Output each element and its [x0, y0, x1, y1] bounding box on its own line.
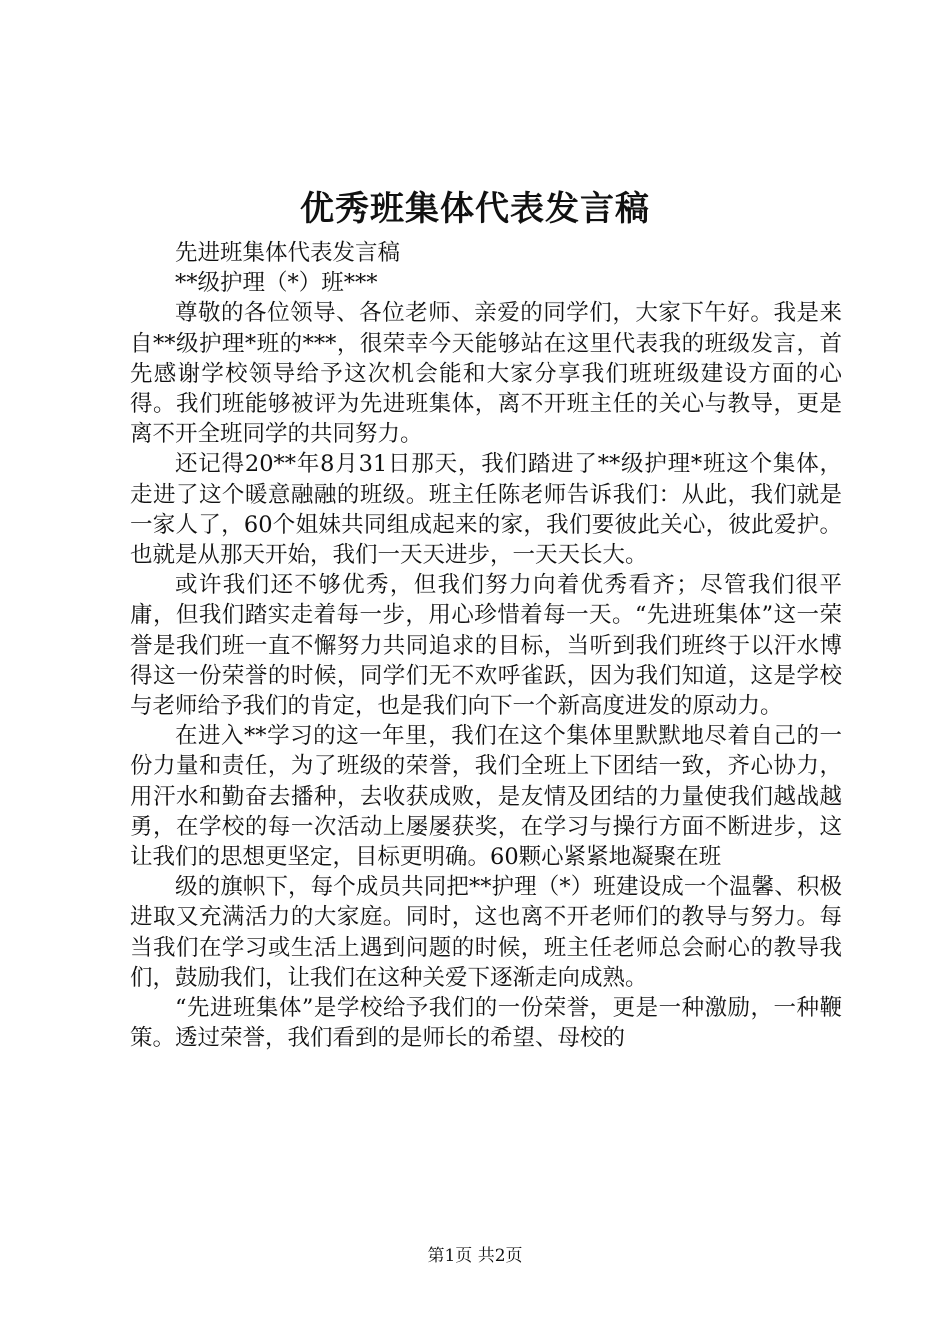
paragraph: “先进班集体”是学校给予我们的一份荣誉，更是一种激励，一种鞭策。透过荣誉，我们看到的是师长的希望、母校的: [130, 995, 842, 1052]
paragraph-subtitle: 先进班集体代表发言稿: [175, 240, 401, 266]
paragraph-class-name: **级护理（*）班***: [175, 270, 378, 297]
page-title: 优秀班集体代表发言稿: [300, 189, 650, 229]
paragraph: 级的旗帜下，每个成员共同把**护理（*）班建设成一个温馨、积极进取又充满活力的大家庭。同时，这也离不开老师们的教导与努力。每当我们在学习或生活上遇到问题的时候，班主任老师总会耐心的教导我们，鼓励我们，让我们在这种关爱下逐渐走向成熟。: [130, 874, 842, 991]
paragraph: 或许我们还不够优秀，但我们努力向着优秀看齐；尽管我们很平庸，但我们踏实走着每一步，用心珍惜着每一天。“先进班集体”这一荣誉是我们班一直不懈努力共同追求的目标，当听到我们班终于以汗水博得这一份荣誉的时候，同学们无不欢呼雀跃，因为我们知道，这是学校与老师给予我们的肯定，也是我们向下一个新高度进发的原动力。: [130, 572, 842, 720]
document-body: [130, 238, 842, 1053]
paragraph: 尊敬的各位领导、各位老师、亲爱的同学们，大家下午好。我是来自**级护理*班的***，很荣幸今天能够站在这里代表我的班级发言，首先感谢学校领导给予这次机会能和大家分享我们班班级建设方面的心得。我们班能够被评为先进班集体，离不开班主任的关心与教导，更是离不开全班同学的共同努力。: [130, 300, 842, 448]
page-footer: 第1页 共2页: [427, 1246, 523, 1266]
paragraph: 还记得20**年8月31日那天，我们踏进了**级护理*班这个集体，走进了这个暖意融融的班级。班主任陈老师告诉我们：从此，我们就是一家人了，60个姐妹共同组成起来的家，我们要彼此关心，彼此爱护。也就是从那天开始，我们一天天进步，一天天长大。: [130, 451, 842, 569]
paragraph: 在进入**学习的这一年里，我们在这个集体里默默地尽着自己的一份力量和责任，为了班级的荣誉，我们全班上下团结一致，齐心协力，用汗水和勤奋去播种，去收获成败，是友情及团结的力量使我们越战越勇，在学校的每一次活动上屡屡获奖，在学习与操行方面不断进步，这让我们的思想更坚定，目标更明确。60颗心紧紧地凝聚在班: [130, 723, 842, 871]
